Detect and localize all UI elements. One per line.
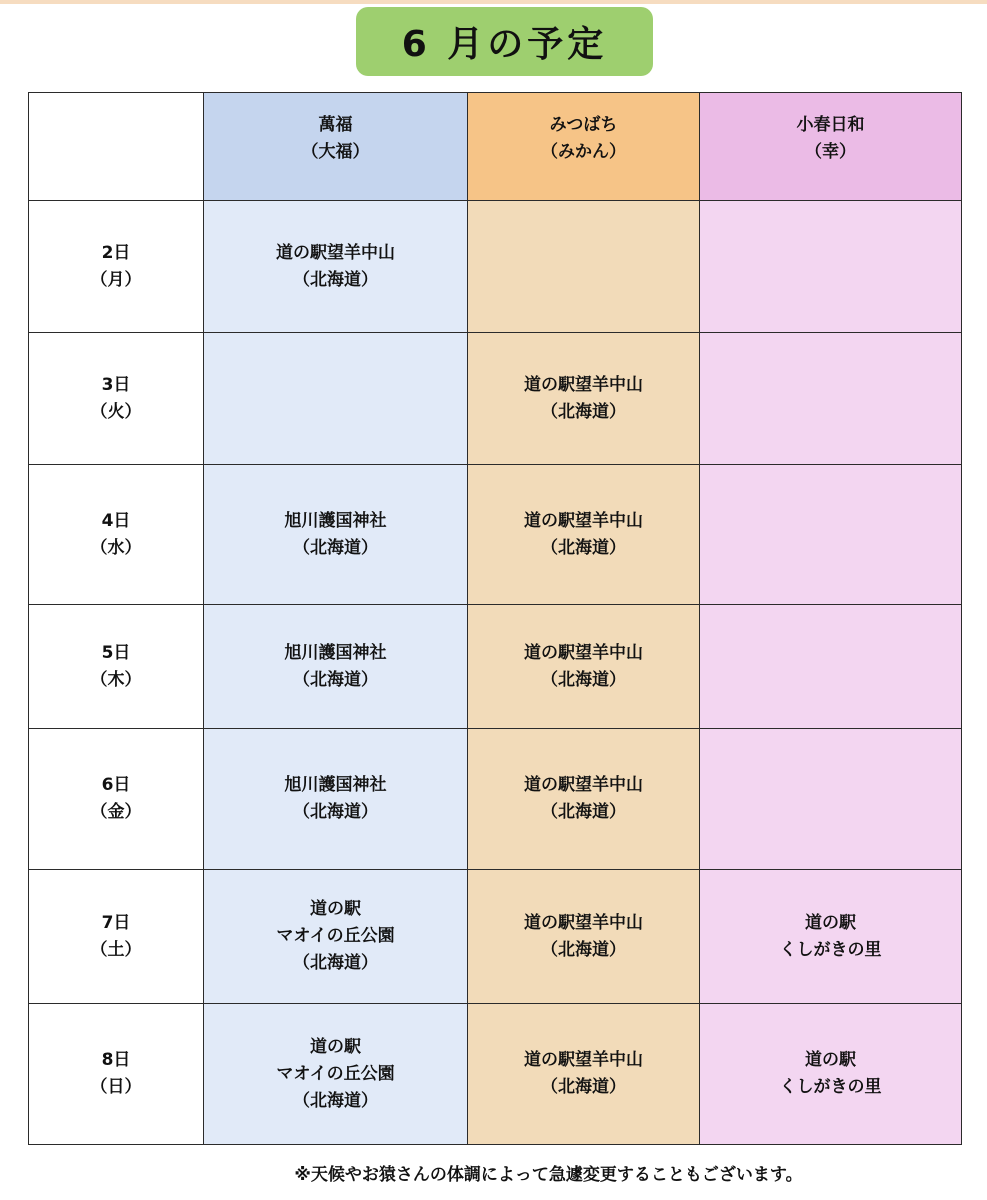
table-row (29, 465, 962, 605)
schedule-table (28, 92, 962, 1145)
schedule-cell-mitsubachi: 道の駅望羊中山 （北海道） (468, 729, 700, 870)
schedule-cell-mitsubachi: 道の駅望羊中山 （北海道） (468, 1004, 700, 1145)
schedule-cell-mitsubachi: 道の駅望羊中山 （北海道） (468, 870, 700, 1004)
schedule-cell-koharubiyori (700, 729, 962, 870)
schedule-cell-koharubiyori: 道の駅 くしがきの里 (700, 1004, 962, 1145)
table-row (29, 333, 962, 465)
page-title: 6 月の予定 (356, 7, 653, 76)
date-cell: 4日 （水） (29, 465, 204, 605)
schedule-cell-koharubiyori (700, 465, 962, 605)
schedule-cell-manpuku: 道の駅 マオイの丘公園 （北海道） (204, 1004, 468, 1145)
table-row (29, 729, 962, 870)
header-label-koharubiyori: 小春日和 （幸） (796, 114, 865, 162)
table-row (29, 870, 962, 1004)
date-cell: 6日 （金） (29, 729, 204, 870)
schedule-cell-koharubiyori: 道の駅 くしがきの里 (700, 870, 962, 1004)
schedule-cell-koharubiyori (700, 201, 962, 333)
header-cell-manpuku (204, 93, 468, 201)
date-cell: 2日 （月） (29, 201, 204, 333)
schedule-cell-koharubiyori (700, 605, 962, 729)
table-row (29, 1004, 962, 1145)
schedule-cell-manpuku: 旭川護国神社 （北海道） (204, 465, 468, 605)
table-header-row (29, 93, 962, 201)
date-cell: 7日 （土） (29, 870, 204, 1004)
table-row (29, 605, 962, 729)
schedule-cell-mitsubachi: 道の駅望羊中山 （北海道） (468, 465, 700, 605)
top-accent-strip (0, 0, 987, 4)
footer-note: ※天候やお猿さんの体調によって急遽変更することもございます。 (294, 1165, 803, 1185)
date-cell: 8日 （日） (29, 1004, 204, 1145)
schedule-cell-manpuku (204, 333, 468, 465)
table-row (29, 201, 962, 333)
schedule-cell-manpuku: 道の駅 マオイの丘公園 （北海道） (204, 870, 468, 1004)
schedule-cell-manpuku: 旭川護国神社 （北海道） (204, 605, 468, 729)
schedule-cell-koharubiyori (700, 333, 962, 465)
schedule-cell-mitsubachi: 道の駅望羊中山 （北海道） (468, 605, 700, 729)
schedule-cell-manpuku: 道の駅望羊中山 （北海道） (204, 201, 468, 333)
header-label-mitsubachi: みつばち （みかん） (541, 114, 626, 162)
header-cell-mitsubachi (468, 93, 700, 201)
schedule-cell-mitsubachi (468, 201, 700, 333)
date-cell: 3日 （火） (29, 333, 204, 465)
header-label-manpuku: 萬福 （大福） (301, 114, 370, 162)
header-corner-cell (29, 93, 204, 201)
schedule-cell-manpuku: 旭川護国神社 （北海道） (204, 729, 468, 870)
date-cell: 5日 （木） (29, 605, 204, 729)
schedule-cell-mitsubachi: 道の駅望羊中山 （北海道） (468, 333, 700, 465)
header-cell-koharubiyori (700, 93, 962, 201)
